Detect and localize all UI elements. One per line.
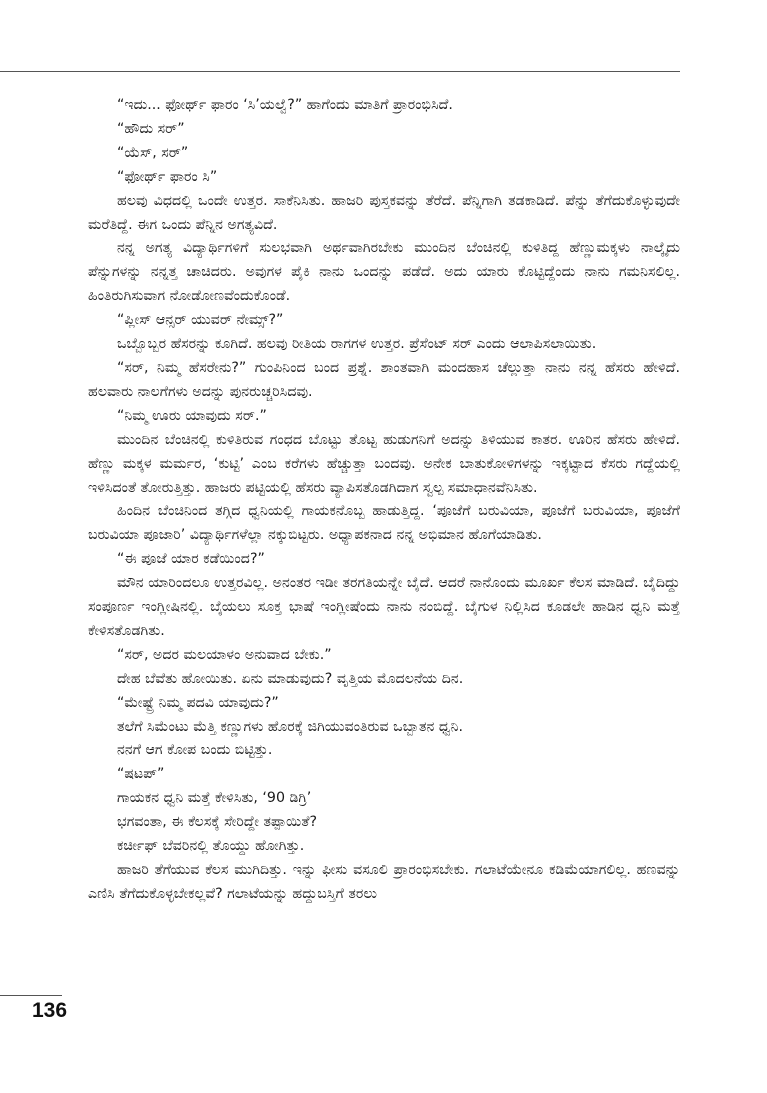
paragraph: “ನಿಮ್ಮ ಊರು ಯಾವುದು ಸರ್.” bbox=[117, 407, 267, 424]
page-body bbox=[88, 94, 680, 907]
paragraph: ಭಗವಂತಾ, ಈ ಕೆಲಸಕ್ಕೆ ಸೇರಿದ್ದೇ ತಪ್ಪಾಯಿತೆ? bbox=[117, 814, 318, 831]
paragraph: ಒಬ್ಬೊಬ್ಬರ ಹೆಸರನ್ನು ಕೂಗಿದೆ. ಹಲವು ರೀತಿಯ ರಾಗಗಳ ಉತ್ತರ. ಪ್ರೆಸೆಂಟ್ ಸರ್ ಎಂದು ಆಲಾಪಿಸಲಾಯಿತು. bbox=[117, 336, 597, 353]
paragraph: “ಪ್ಲೀಸ್ ಆನ್ಸರ್ ಯುವರ್ ನೇಮ್ಸ್?” bbox=[117, 312, 284, 329]
paragraph: ಹಲವು ವಿಧದಲ್ಲಿ ಒಂದೇ ಉತ್ತರ. ಸಾಕೆನಿಸಿತು. ಹಾಜರಿ ಪುಸ್ತಕವನ್ನು ತೆರೆದೆ. ಪೆನ್ನಿಗಾಗಿ ತಡಕಾಡಿದೆ. ಪೆನ್ನು ತೆಗೆದುಕೊಳ್ಳುವುದೇ ಮರೆತಿದ್ದೆ. ಈಗ ಒಂದು ಪೆನ್ನಿನ ಅಗತ್ಯವಿದೆ. bbox=[88, 192, 680, 233]
paragraph: ನನ್ನ ಅಗತ್ಯ ವಿದ್ಯಾರ್ಥಿಗಳಿಗೆ ಸುಲಭವಾಗಿ ಅರ್ಥವಾಗಿರಬೇಕು ಮುಂದಿನ ಬೆಂಚಿನಲ್ಲಿ ಕುಳಿತಿದ್ದ ಹೆಣ್ಣುಮಕ್ಕಳು ನಾಲ್ಕೈದು ಪೆನ್ನುಗಳನ್ನು ನನ್ನತ್ತ ಚಾಚಿದರು. ಅವುಗಳ ಪೈಕಿ ನಾನು ಒಂದನ್ನು ಪಡೆದೆ. ಅದು ಯಾರು ಕೊಟ್ಟಿದ್ದೆಂದು ನಾನು ಗಮನಿಸಲಿಲ್ಲ. ಹಿಂತಿರುಗಿಸುವಾಗ ನೋಡೋಣವೆಂದುಕೊಂಡೆ. bbox=[88, 240, 680, 305]
paragraph: “ಮೇಷ್ಟ್ರೆ ನಿಮ್ಮ ಪದವಿ ಯಾವುದು?” bbox=[117, 694, 279, 711]
page-number: 136 bbox=[32, 999, 68, 1022]
paragraph: ಮುಂದಿನ ಬೆಂಚಿನಲ್ಲಿ ಕುಳಿತಿರುವ ಗಂಧದ ಬೊಟ್ಟು ತೊಟ್ಟ ಹುಡುಗನಿಗೆ ಅದನ್ನು ತಿಳಿಯುವ ಕಾತರ. ಊರಿನ ಹೆಸರು ಹೇಳಿದೆ. ಹೆಣ್ಣು ಮಕ್ಕಳ ಮರ್ಮರ, ‘ಕುಟ್ಟಿ’ ಎಂಬ ಕರೆಗಳು ಹೆಚ್ಚುತ್ತಾ ಬಂದವು. ಅನೇಕ ಬಾತುಕೋಳಿಗಳನ್ನು ಇಕ್ಕಟ್ಟಾದ ಕೆಸರು ಗದ್ದೆಯಲ್ಲಿ ಇಳಿಸಿದಂತೆ ತೋರುತ್ತಿತ್ತು. ಹಾಜರು ಪಟ್ಟಿಯಲ್ಲಿ ಹೆಸರು ವ್ಯಾಪಿಸತೊಡಗಿದಾಗ ಸ್ವಲ್ಪ ಸಮಾಧಾನವೆನಿಸಿತು. bbox=[88, 431, 680, 496]
footer-rule bbox=[0, 995, 62, 996]
paragraph: ಗಾಯಕನ ಧ್ವನಿ ಮತ್ತೆ ಕೇಳಿಸಿತು, ‘90 ಡಿಗ್ರಿ’ bbox=[117, 790, 312, 807]
header-rule bbox=[0, 71, 680, 72]
paragraph: “ಯೆಸ್, ಸರ್” bbox=[117, 144, 189, 161]
paragraph: ನನಗೆ ಆಗ ಕೋಪ ಬಂದು ಬಿಟ್ಟಿತ್ತು. bbox=[117, 742, 273, 759]
paragraph: “ಹೌದು ಸರ್” bbox=[117, 120, 185, 137]
paragraph: ಹಿಂದಿನ ಬೆಂಚಿನಿಂದ ತಗ್ಗಿದ ಧ್ವನಿಯಲ್ಲಿ ಗಾಯಕನೊಬ್ಬ ಹಾಡುತ್ತಿದ್ದ. ‘ಪೂಜೆಗೆ ಬರುವಿಯಾ, ಪೂಜೆಗೆ ಬರುವಿಯಾ, ಪೂಜೆಗೆ ಬರುವಿಯಾ ಪೂಜಾರಿ’ ವಿದ್ಯಾರ್ಥಿಗಳೆಲ್ಲಾ ನಕ್ಕುಬಿಟ್ಟರು. ಅಧ್ಯಾಪಕನಾದ ನನ್ನ ಅಭಿಮಾನ ಹೊಗೆಯಾಡಿತು. bbox=[88, 503, 680, 544]
paragraph: “ಸರ್, ಅದರ ಮಲಯಾಳಂ ಅನುವಾದ ಬೇಕು.” bbox=[117, 646, 332, 663]
paragraph: “ಇದು... ಫೋರ್ಥ್ ಫಾರಂ ‘ಸಿ’ಯಲ್ವೆ?” ಹಾಗೆಂದು ಮಾತಿಗೆ ಪ್ರಾರಂಭಿಸಿದೆ. bbox=[117, 97, 453, 113]
paragraph: “ಈ ಪೂಜೆ ಯಾರ ಕಡೆಯಿಂದ?” bbox=[117, 551, 265, 568]
paragraph: “ಷಟಪ್” bbox=[117, 766, 165, 783]
paragraph: “ಸರ್, ನಿಮ್ಮ ಹೆಸರೇನು?” ಗುಂಪಿನಿಂದ ಬಂದ ಪ್ರಶ್ನೆ. ಶಾಂತವಾಗಿ ಮಂದಹಾಸ ಚೆಲ್ಲುತ್ತಾ ನಾನು ನನ್ನ ಹೆಸರು ಹೇಳಿದೆ. ಹಲವಾರು ನಾಲಗೆಗಳು ಅದನ್ನು ಪುನರುಚ್ಚರಿಸಿದವು. bbox=[88, 359, 680, 400]
paragraph: ಹಾಜರಿ ತೆಗೆಯುವ ಕೆಲಸ ಮುಗಿದಿತ್ತು. ಇನ್ನು ಫೀಸು ವಸೂಲಿ ಪ್ರಾರಂಭಿಸಬೇಕು. ಗಲಾಟೆಯೇನೂ ಕಡಿಮೆಯಾಗಲಿಲ್ಲ. ಹಣವನ್ನು ಎಣಿಸಿ ತೆಗೆದುಕೊಳ್ಳಬೇಕಲ್ಲವೆ? ಗಲಾಟೆಯನ್ನು ಹದ್ದುಬಸ್ತಿಗೆ ತರಲು bbox=[88, 862, 680, 902]
paragraph: ತಲೆಗೆ ಸಿಮೆಂಟು ಮೆತ್ತಿ ಕಣ್ಣುಗಳು ಹೊರಕ್ಕೆ ಜಿಗಿಯುವಂತಿರುವ ಒಬ್ಬಾತನ ಧ್ವನಿ. bbox=[117, 718, 464, 735]
paragraph: ಮೌನ ಯಾರಿಂದಲೂ ಉತ್ತರವಿಲ್ಲ. ಅನಂತರ ಇಡೀ ತರಗತಿಯನ್ನೇ ಬೈದೆ. ಆದರೆ ನಾನೊಂದು ಮೂರ್ಖ ಕೆಲಸ ಮಾಡಿದೆ. ಬೈದಿದ್ದು ಸಂಪೂರ್ಣ ಇಂಗ್ಲೀಷಿನಲ್ಲಿ. ಬೈಯಲು ಸೂಕ್ತ ಭಾಷೆ ಇಂಗ್ಲೀಷೆಂದು ನಾನು ನಂಬಿದ್ದೆ. ಬೈಗುಳ ನಿಲ್ಲಿಸಿದ ಕೂಡಲೇ ಹಾಡಿನ ಧ್ವನಿ ಮತ್ತೆ ಕೇಳಿಸತೊಡಗಿತು. bbox=[88, 575, 680, 639]
paragraph: “ಫೋರ್ಥ್ ಫಾರಂ ಸಿ” bbox=[117, 168, 218, 185]
paragraph: ಕರ್ಚೀಫ್ ಬೆವರಿನಲ್ಲಿ ತೊಯ್ದು ಹೋಗಿತ್ತು. bbox=[117, 838, 305, 855]
paragraph: ದೇಹ ಬೆವೆತು ಹೋಯಿತು. ಏನು ಮಾಡುವುದು? ವೃತ್ತಿಯ ಮೊದಲನೆಯ ದಿನ. bbox=[117, 670, 464, 687]
